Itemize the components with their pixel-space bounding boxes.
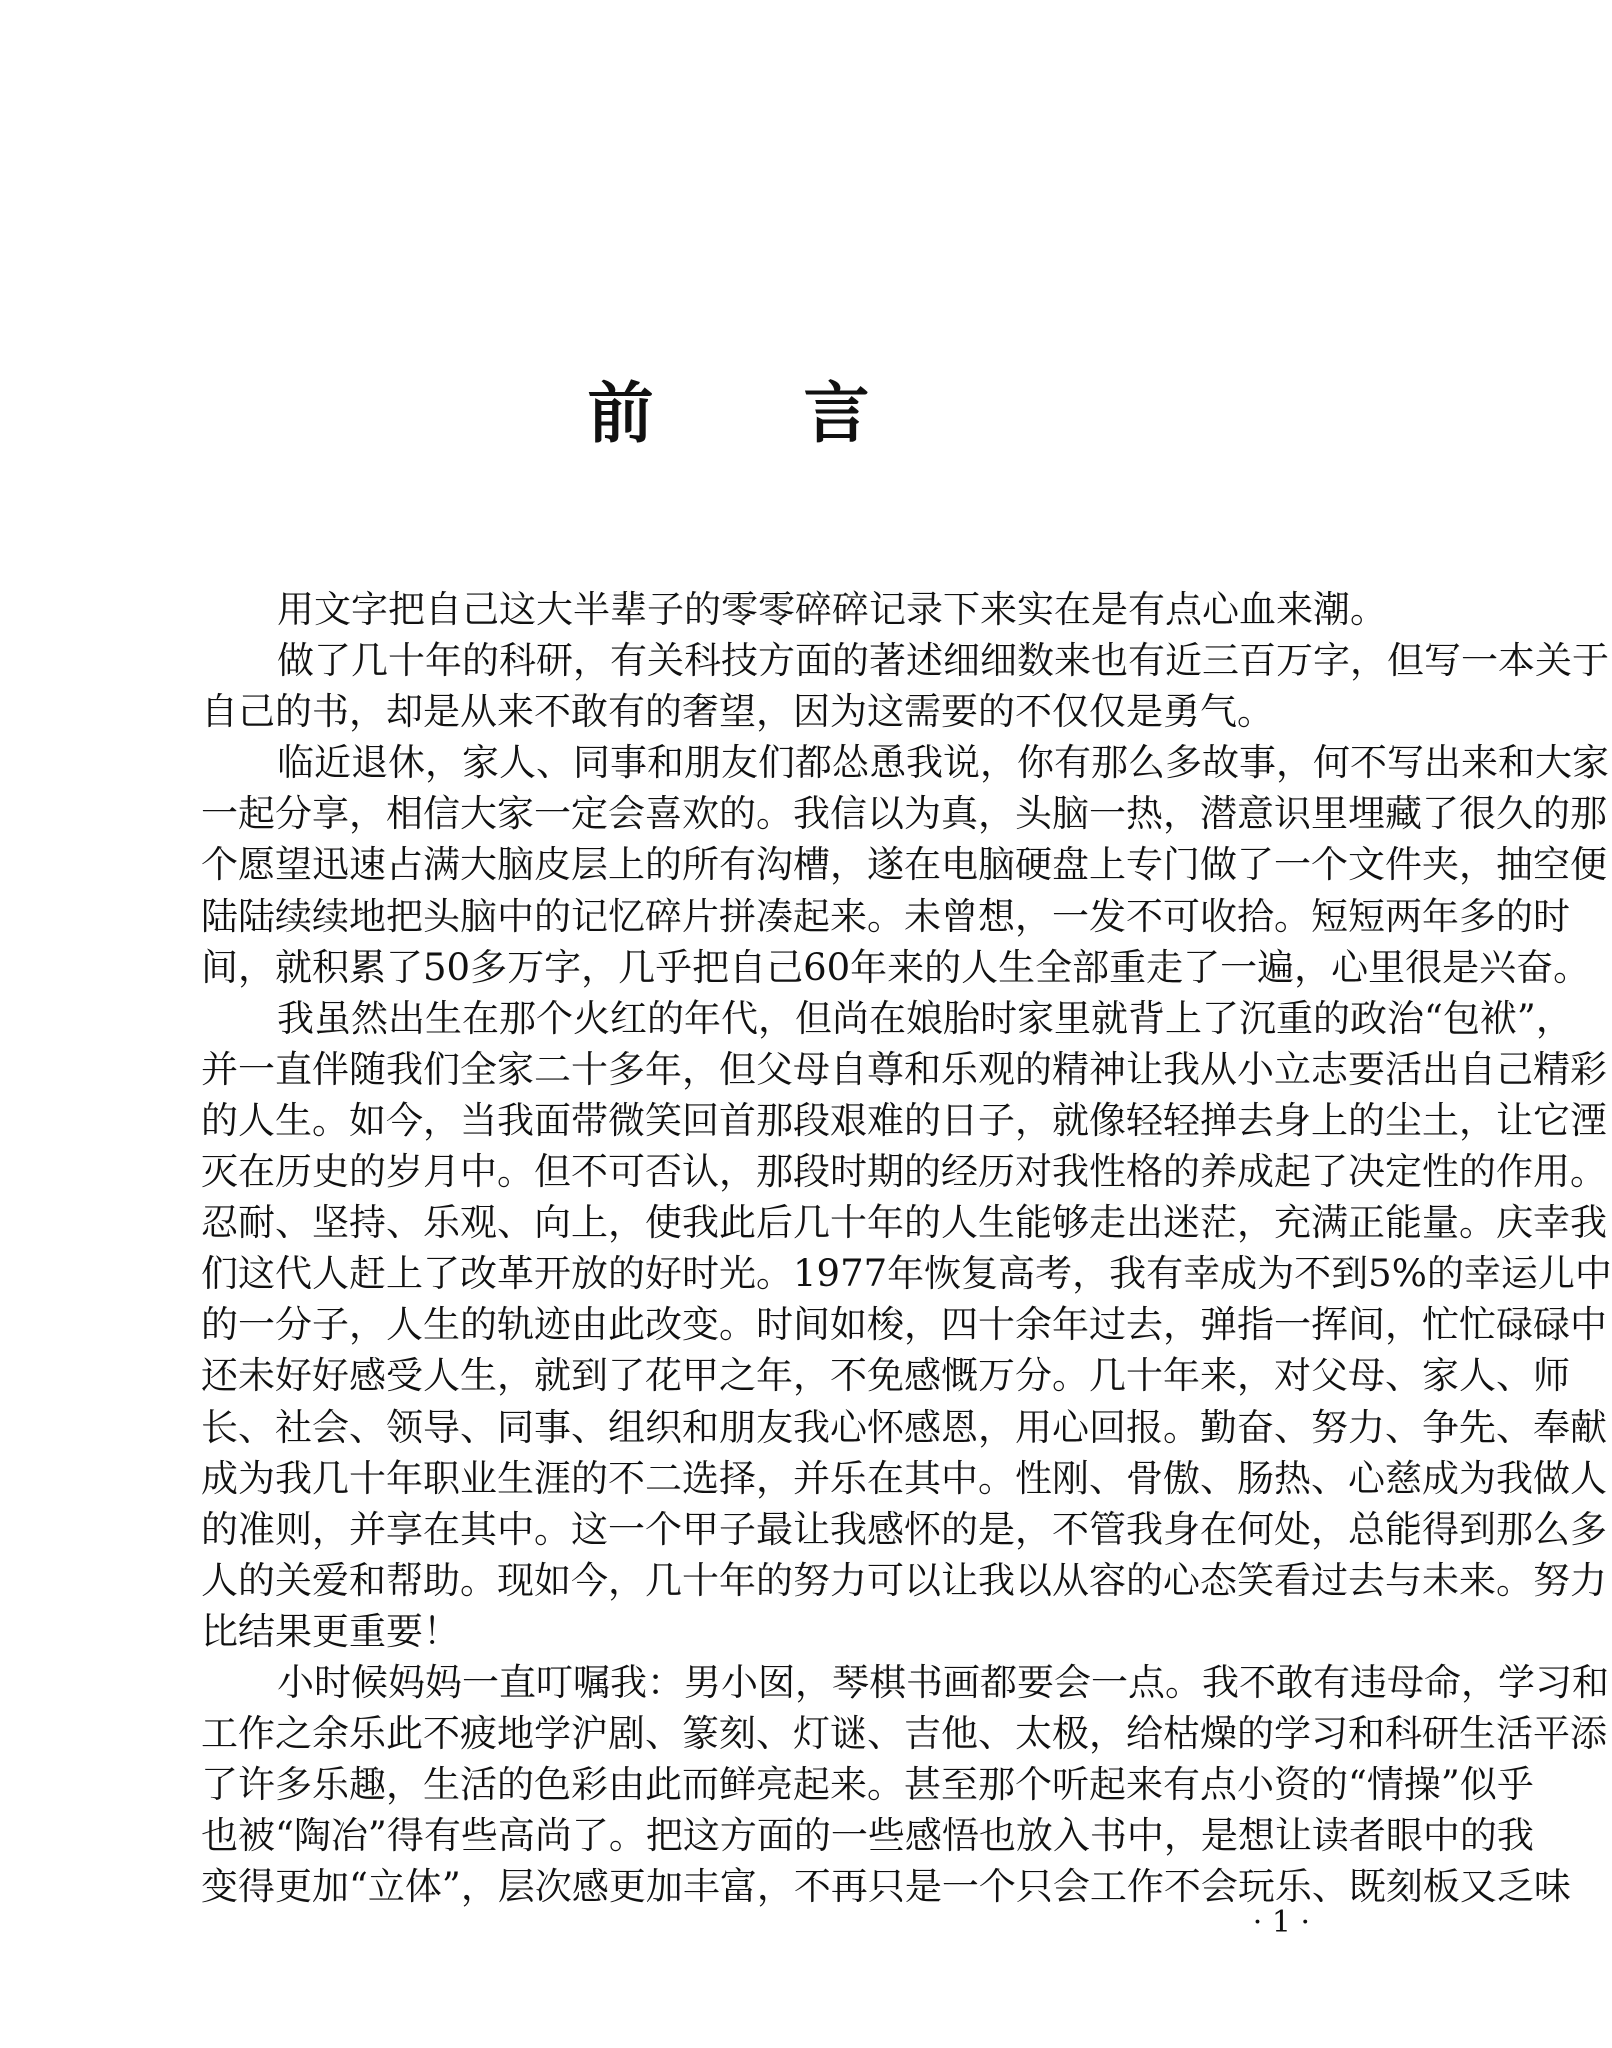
paragraph	[201, 737, 1609, 992]
text-line: 的一分子，人生的轨迹由此改变。时间如梭，四十余年过去，弹指一挥间，忙忙碌碌中	[201, 1303, 1607, 1347]
text-line: 做了几十年的科研，有关科技方面的著述细细数来也有近三百万字，但写一本关于	[277, 639, 1609, 683]
preface-body	[201, 584, 1612, 1912]
text-line: 间，就积累了50多万字，几乎把自己60年来的人生全部重走了一遍，心里很是兴奋。	[201, 945, 1591, 989]
text-line: 也被“陶冶”得有些高尚了。把这方面的一些感悟也放入书中，是想让读者眼中的我	[201, 1814, 1534, 1858]
text-line: 成为我几十年职业生涯的不二选择，并乐在其中。性刚、骨傲、肠热、心慈成为我做人	[201, 1456, 1607, 1500]
page-title	[0, 374, 1457, 452]
text-line: 工作之余乐此不疲地学沪剧、篆刻、灯谜、吉他、太极，给枯燥的学习和科研生活平添	[201, 1712, 1607, 1756]
text-line: 临近退休，家人、同事和朋友们都怂恿我说，你有那么多故事，何不写出来和大家	[277, 741, 1609, 785]
paragraph	[201, 993, 1612, 1657]
text-line: 人的关爱和帮助。现如今，几十年的努力可以让我以从容的心态笑看过去与未来。努力	[201, 1558, 1607, 1602]
text-line: 自己的书，却是从来不敢有的奢望，因为这需要的不仅仅是勇气。	[201, 690, 1274, 734]
text-line: 长、社会、领导、同事、组织和朋友我心怀感恩，用心回报。勤奋、努力、争先、奉献	[201, 1405, 1607, 1449]
text-line: 了许多乐趣，生活的色彩由此而鲜亮起来。甚至那个听起来有点小资的“情操”似乎	[201, 1763, 1534, 1807]
title-char-1: 前	[587, 374, 654, 452]
text-line: 小时候妈妈一直叮嘱我：男小囡，琴棋书画都要会一点。我不敢有违母命，学习和	[277, 1660, 1609, 1704]
text-line: 忍耐、坚持、乐观、向上，使我此后几十年的人生能够走出迷茫，充满正能量。庆幸我	[201, 1201, 1607, 1245]
text-line: 比结果更重要！	[201, 1609, 460, 1653]
text-line: 变得更加“立体”，层次感更加丰富，不再只是一个只会工作不会玩乐、既刻板又乏味	[201, 1865, 1571, 1909]
text-line: 还未好好感受人生，就到了花甲之年，不免感慨万分。几十年来，对父母、家人、师	[201, 1354, 1570, 1398]
text-line: 个愿望迅速占满大脑皮层上的所有沟槽，遂在电脑硬盘上专门做了一个文件夹，抽空便	[201, 843, 1607, 887]
text-line: 的准则，并享在其中。这一个甲子最让我感怀的是，不管我身在何处，总能得到那么多	[201, 1507, 1607, 1551]
text-line: 们这代人赶上了改革开放的好时光。1977年恢复高考，我有幸成为不到5%的幸运儿中	[201, 1252, 1612, 1296]
text-line: 我虽然出生在那个火红的年代，但尚在娘胎时家里就背上了沉重的政治“包袱”，	[277, 996, 1573, 1040]
text-line: 并一直伴随我们全家二十多年，但父母自尊和乐观的精神让我从小立志要活出自己精彩	[201, 1047, 1607, 1091]
text-line: 灭在历史的岁月中。但不可否认，那段时期的经历对我性格的养成起了决定性的作用。	[201, 1150, 1607, 1194]
text-line: 陆陆续续地把头脑中的记忆碎片拼凑起来。未曾想，一发不可收拾。短短两年多的时	[201, 894, 1570, 938]
page-number: · 1 ·	[1252, 1905, 1310, 1940]
paragraph	[201, 1657, 1609, 1912]
text-line: 用文字把自己这大半辈子的零零碎碎记录下来实在是有点心血来潮。	[277, 588, 1387, 631]
paragraph	[201, 584, 1387, 635]
text-line: 一起分享，相信大家一定会喜欢的。我信以为真，头脑一热，潜意识里埋藏了很久的那	[201, 792, 1607, 836]
paragraph	[201, 635, 1609, 737]
title-char-2: 言	[803, 374, 870, 452]
text-line: 的人生。如今，当我面带微笑回首那段艰难的日子，就像轻轻掸去身上的尘土，让它湮	[201, 1098, 1607, 1142]
